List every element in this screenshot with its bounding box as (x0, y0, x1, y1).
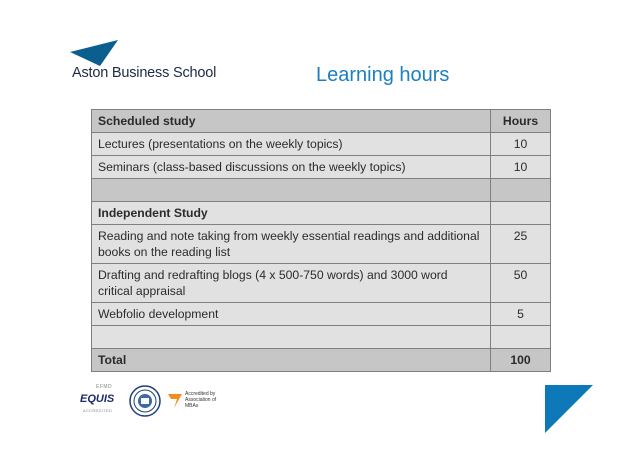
equis-top-text: EFMD (96, 384, 113, 390)
page-title: Learning hours (316, 64, 450, 86)
row-label: Independent Study (92, 202, 491, 225)
row-label: Lectures (presentations on the weekly topics) (92, 133, 491, 156)
row-label: Webfolio development (92, 303, 491, 326)
row-label: Drafting and redrafting blogs (4 x 500-750 words) and 3000 word critical appraisal (92, 264, 491, 303)
row-hours (491, 326, 551, 349)
table-row (92, 133, 551, 156)
total-hours: 100 (491, 349, 551, 372)
table-header-row (92, 110, 551, 133)
equis-logo (80, 384, 124, 420)
header-hours: Hours (491, 110, 551, 133)
row-hours: 5 (491, 303, 551, 326)
table-total-row (92, 349, 551, 372)
equis-main-text: EQUIS (80, 393, 115, 405)
amba-mark-icon (168, 392, 184, 408)
logo-triangle-icon (70, 40, 130, 66)
row-hours: 50 (491, 264, 551, 303)
row-hours (491, 202, 551, 225)
amba-logo (168, 390, 228, 416)
table-section-row (92, 202, 551, 225)
corner-triangle-icon (545, 385, 593, 433)
logo-text: Aston Business School (72, 65, 217, 81)
aston-logo (70, 40, 240, 90)
accreditation-logos (72, 384, 232, 420)
table-row-blank (92, 179, 551, 202)
aacsb-seal-icon (129, 385, 161, 417)
row-label: Reading and note taking from weekly essential readings and additional books on the reading list (92, 225, 491, 264)
header-label: Scheduled study (92, 110, 491, 133)
learning-hours-table (91, 109, 551, 372)
table-row (92, 264, 551, 303)
row-hours (491, 179, 551, 202)
table-row (92, 303, 551, 326)
row-label (92, 326, 491, 349)
table-row-blank (92, 326, 551, 349)
amba-text: Accredited by Association of MBAs (185, 391, 217, 409)
row-hours: 25 (491, 225, 551, 264)
row-hours: 10 (491, 156, 551, 179)
equis-sub-text: ACCREDITED (83, 408, 113, 413)
table-row (92, 225, 551, 264)
row-label: Seminars (class-based discussions on the weekly topics) (92, 156, 491, 179)
row-label (92, 179, 491, 202)
table-row (92, 156, 551, 179)
row-hours: 10 (491, 133, 551, 156)
total-label: Total (92, 349, 491, 372)
